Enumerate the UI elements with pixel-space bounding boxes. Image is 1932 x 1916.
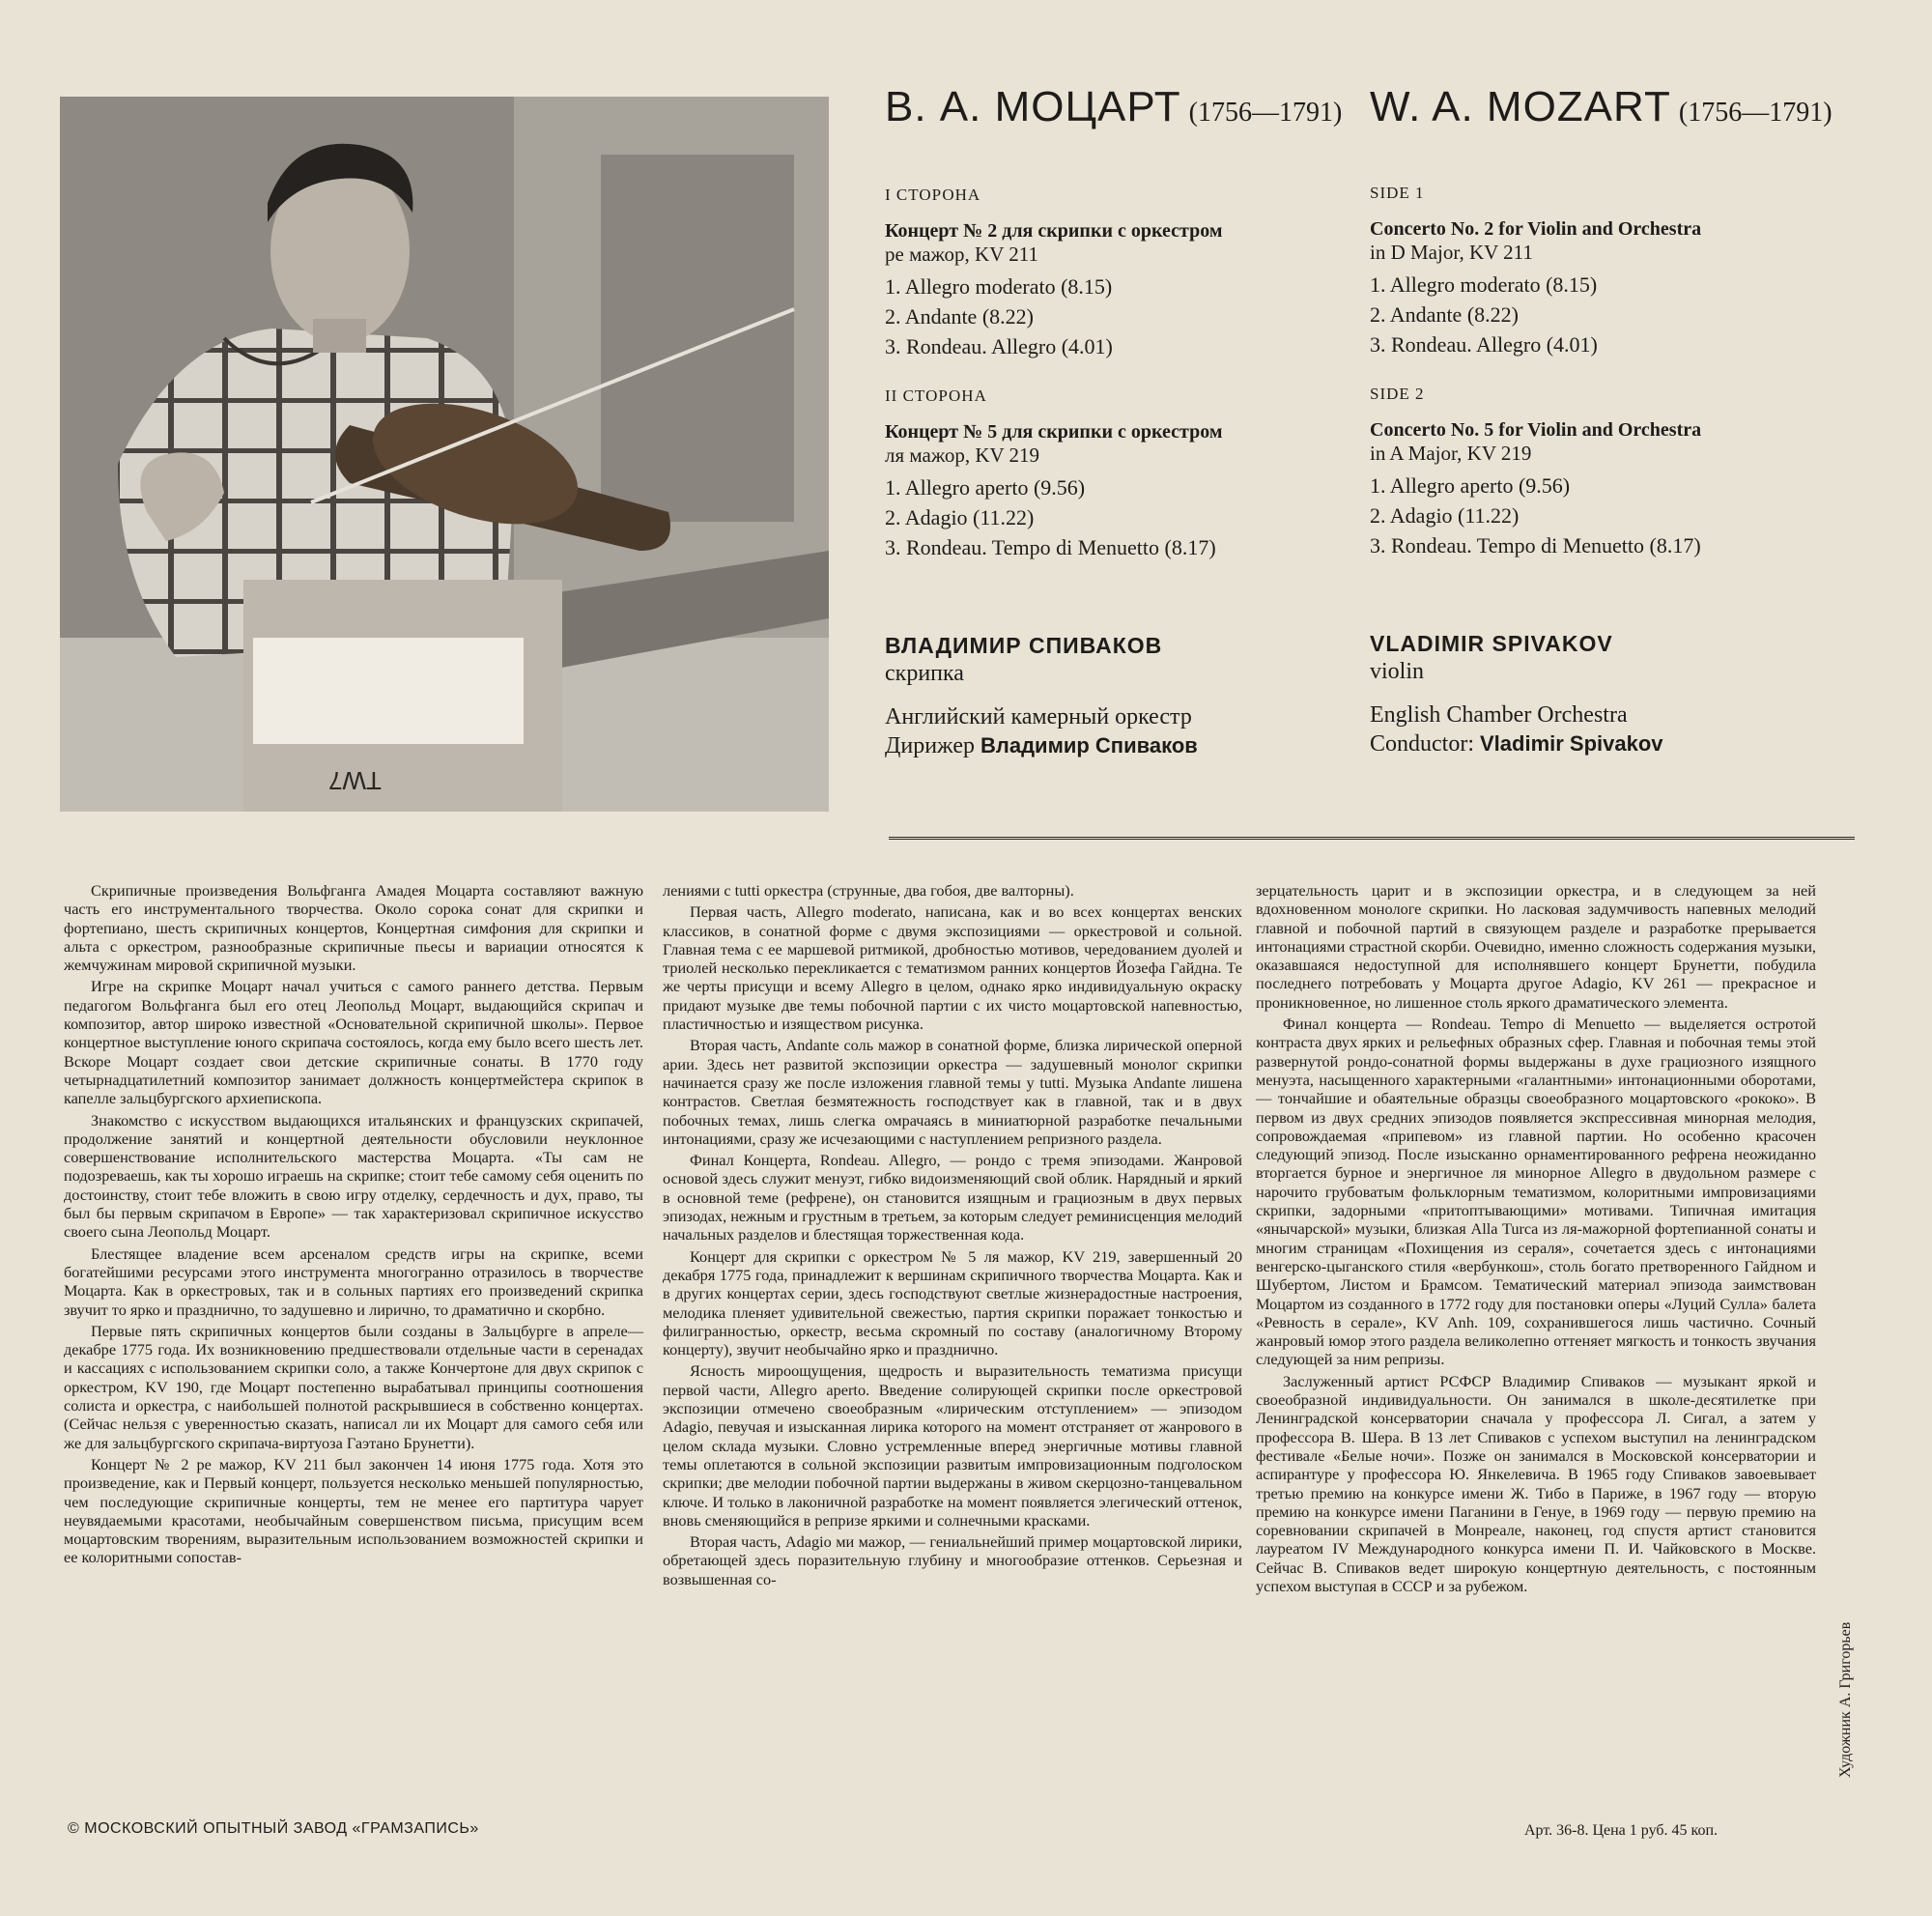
ru-composer-name: В. А. МОЦАРТ: [885, 83, 1181, 130]
ru-work1-key: ре мажор, KV 211: [885, 243, 1038, 266]
en-orchestra: English Chamber Orchestra: [1370, 702, 1628, 728]
ru-orchestra: Английский камерный оркестр: [885, 704, 1192, 729]
notes-paragraph: Финал концерта — Rondeau. Tempo di Menuetto — выделяется остротой контраста двух ярких и рельефных образных сфер. Главная и побочная темы этой развернутой рондо-сонатной формы выдержаны в духе грациозного изящного менуэта, насыщенного характерными «галантными» интонационными оборотами, — тончайшие и обаятельные образцы своеобразного моцартовского «рококо». В первом из двух средних эпизодов появляется экспрессивная минорная мелодия, сопровождаемая «припевом» из главной партии. Но особенно красочен следующий эпизод. После изысканно орнаментированного рефрена неожиданно вторгается бурное и энергичное ля минорное Allegro в двудольном размере с нарочито грубоватым фольклорным тематизмом, колоритными импровизациями скрипки, задорными «притоптывающими» мотивами. Типичная имитация «янычарской» музыки, близкая Alla Turca из ля-мажорной фортепианной сонаты и многим страницам «Похищения из сераля», сочетается здесь с интонациями венгерско-цыганского стиля «вербункош», столь богато претворенного Гайдном и Шубертом, Листом и Брамсом. Тематический материал эпизода заимствован Моцартом из созданного в 1772 году для постановки оперы «Луций Сулла» балета «Ревность в серале», KV Anh. 109, сохранившегося лишь частично. Сочный жанровый юмор этого раздела великолепно оттеняет мягкость и тонкость звучания следующей за ним репризы.: [1256, 1015, 1816, 1369]
en-composer-header: [1370, 83, 1833, 131]
en-composer-years: (1756—1791): [1678, 98, 1833, 128]
en-work2-movement: 1. Allegro aperto (9.56): [1370, 473, 1571, 498]
ru-performer-instrument: скрипка: [885, 661, 964, 686]
ru-composer-header: [885, 83, 1342, 131]
en-work1-movement: 1. Allegro moderato (8.15): [1370, 272, 1598, 297]
en-conductor-label: Conductor:: [1370, 731, 1474, 757]
ru-conductor-label: Дирижер: [885, 733, 975, 758]
en-work1-title: Concerto No. 2 for Violin and Orchestra: [1370, 218, 1702, 240]
violinist-illustration: [60, 97, 829, 812]
en-work2-movement: 2. Adagio (11.22): [1370, 503, 1520, 528]
ru-work1-movement: 1. Allegro moderato (8.15): [885, 274, 1113, 299]
ru-work2-movement: 1. Allegro aperto (9.56): [885, 475, 1086, 500]
artist-credit: Художник А. Григорьев: [1837, 1621, 1854, 1778]
notes-column-2: [663, 881, 1242, 1588]
notes-paragraph: Финал Концерта, Rondeau. Allegro, — рондо с тремя эпизодами. Жанровой основой здесь служит менуэт, гибко видоизменяющий свой облик. Нарядный и яркий в основной теме (рефрене), он становится изящным и грациозным в двух первых эпизодах, нежным и грустным в третьем, за которым следует реминисценция мелодий начальных разделов и блестящая торжественная кода.: [663, 1151, 1242, 1244]
en-composer-name: W. A. MOZART: [1370, 83, 1671, 130]
en-work1-movement: 3. Rondeau. Allegro (4.01): [1370, 332, 1598, 357]
catalog-price: Арт. 36-8. Цена 1 руб. 45 коп.: [1524, 1822, 1719, 1839]
ru-work1-title: Концерт № 2 для скрипки с оркестром: [885, 220, 1223, 242]
notes-paragraph: лениями с tutti оркестра (струнные, два гобоя, две валторны).: [663, 881, 1074, 900]
ru-performer-name: ВЛАДИМИР СПИВАКОВ: [885, 633, 1163, 658]
ru-conductor-name: Владимир Спиваков: [980, 733, 1198, 758]
notes-paragraph: Игре на скрипке Моцарт начал учиться с самого раннего детства. Первым педагогом Вольфганга был его отец Леопольд Моцарт, выдающийся скрипач и композитор, автор широко известной «Основательной скрипичной школы». Первое концертное выступление юного скрипача состоялось, когда ему было всего шесть лет. Вскоре Моцарт создает свои детские скрипичные сонаты. В 1770 году четырнадцатилетний композитор занимает должность концертмейстера скрипок в капелле зальцбургского архиепископа.: [64, 977, 643, 1108]
photo-label: TW7: [328, 766, 382, 795]
ru-work1-movement: 2. Andante (8.22): [885, 304, 1034, 329]
en-conductor-name: Vladimir Spivakov: [1480, 731, 1663, 756]
en-performer-name: VLADIMIR SPIVAKOV: [1370, 631, 1613, 656]
publisher-copyright: © МОСКОВСКИЙ ОПЫТНЫЙ ЗАВОД «ГРАМЗАПИСЬ»: [68, 1820, 479, 1837]
en-work1-key: in D Major, KV 211: [1370, 241, 1533, 264]
ru-composer-years: (1756—1791): [1188, 98, 1343, 128]
notes-column-3: [1256, 881, 1816, 1595]
en-conductor-line: [1370, 729, 1853, 758]
notes-paragraph: Блестящее владение всем арсеналом средств игры на скрипке, всеми богатейшими ресурсами этого инструмента многогранно отразилось в творчестве Моцарта. Как в оркестровых, так и в сольных партиях его произведений скрипка звучит то ярко и празднично, то задушевно и лирично, то драматично и скорбно.: [64, 1244, 643, 1319]
notes-paragraph: Концерт № 2 ре мажор, KV 211 был закончен 14 июня 1775 года. Хотя это произведение, как и Первый концерт, пользуется несколько меньшей популярностью, чем последующие скрипичные концерты, тем не менее его партитура чарует неувядаемыми красотами, необычайным совершенством письма, присущим всем моцартовским творениям, выразительным использованием возможностей скрипки и ее колоритными сопостав-: [64, 1454, 643, 1567]
en-side1-label: SIDE 1: [1370, 184, 1425, 202]
ru-work2-key: ля мажор, KV 219: [885, 443, 1040, 467]
en-tracklist: [1370, 184, 1853, 758]
en-side2-label: SIDE 2: [1370, 385, 1425, 403]
en-performer-instrument: violin: [1370, 659, 1425, 684]
notes-paragraph: зерцательность царит и в экспозиции оркестра, и в следующем за ней вдохновенном монологе скрипки. Но ласковая задумчивость напевных мелодий главной и побочной партий в связующем разделе и разработке прерывается интонациями страстной скорби. Очевидно, именно сложность содержания музыки, оказавшаяся недоступной для исполнявшего концерт Брунетти, побудила последнего потребовать у Моцарта другое Adagio, KV 261 — прекрасное и проникновенное, но лишенное столь яркого драматического элемента.: [1256, 881, 1816, 1012]
ru-work2-movement: 2. Adagio (11.22): [885, 505, 1035, 529]
notes-paragraph: Ясность мироощущения, щедрость и выразительность тематизма присущи первой части, Allegro aperto. Введение солирующей скрипки после оркестровой экспозиции отмечено своеобразным «лирическим отступлением» — эпизодом Adagio, певучая и изысканная лирика которого на момент отстраняет от жанрового в целом склада музыки. Словно устремленные вперед энергичные мотивы главной темы оплетаются в сольной экспозиции развитым импровизационным подголоском скрипки; две мелодии побочной партии выдержаны в живом скерцозно-танцевальном ключе. И только в лаконичной разработке на момент появляется элегический оттенок, вновь сменяющийся в репризе яркими и солнечными красками.: [663, 1361, 1242, 1530]
section-divider: [889, 837, 1855, 843]
notes-paragraph: Знакомство с искусством выдающихся итальянских и французских скрипачей, продолжение занятий и концертной деятельности обусловили неуклонное совершенствование исполнительского мастерства Моцарта. «Ты сам не подозреваешь, как ты хорошо играешь на скрипке; стоит тебе самому себя оценить по достоинству, стоит тебе вложить в свою игру отделку, сердечность и дух, право, ты был бы первым скрипачом в Европе» — так характеризовал скрипичное искусство своего сына Леопольд Моцарт.: [64, 1110, 643, 1242]
ru-work1-movement: 3. Rondeau. Allegro (4.01): [885, 334, 1113, 358]
notes-paragraph: Скрипичные произведения Вольфганга Амадея Моцарта составляют важную часть его инструментального творчества. Около сорока сонат для скрипки и фортепиано, шесть скрипичных концертов, Концертная симфония для скрипки и альта с оркестром, разнообразные скрипичные пьесы и вариации относятся к жемчужинам мировой скрипичной музыки.: [64, 881, 643, 975]
notes-paragraph: Вторая часть, Adagio ми мажор, — гениальнейший пример моцартовской лирики, обретающей здесь поразительную глубину и многообразие оттенков. Серьезная и возвышенная со-: [663, 1532, 1242, 1588]
notes-paragraph: Первая часть, Allegro moderato, написана, как и во всех концертах венских классиков, в сонатной форме с двумя экспозициями — оркестровой и сольной. Главная тема с ее маршевой ритмикой, дробностью мотивов, чередованием дуолей и триолей несколько перекликается с тематизмом ранних концертов Йозефа Гайдна. Те же черты присущи и всему Allegro в целом, однако ярко индивидуальную окраску придают музыке две темы побочной партии с их чисто моцартовской напевностью, пластичностью и изяществом рисунка.: [663, 902, 1242, 1034]
ru-work2-title: Концерт № 5 для скрипки с оркестром: [885, 421, 1223, 443]
ru-tracklist: [885, 186, 1349, 760]
ru-side1-label: I СТОРОНА: [885, 186, 981, 204]
en-work2-title: Concerto No. 5 for Violin and Orchestra: [1370, 419, 1702, 441]
notes-paragraph: Первые пять скрипичных концертов были созданы в Зальцбурге в апреле—декабре 1775 года. Их возникновению предшествовали отдельные части в серенадах и кассациях с использованием скрипки соло, а также Кончертоне для двух скрипок с оркестром, KV 190, где Моцарт постепенно вырабатывал принципы соотношения солиста и оркестра, с наибольшей полнотой раскрывшиеся в собственно концертах. (Сейчас нельзя с уверенностью сказать, написал ли их Моцарт для самого себя или же для зальцбургского скрипача-виртуоза Гаэтано Брунетти).: [64, 1321, 643, 1452]
ru-conductor-line: [885, 731, 1349, 760]
en-work2-movement: 3. Rondeau. Tempo di Menuetto (8.17): [1370, 533, 1701, 558]
notes-paragraph: Вторая часть, Andante соль мажор в сонатной форме, близка лирической оперной арии. Здесь нет развитой экспозиции оркестра — задушевный монолог скрипки начинается сразу же после изложения главной темы у tutti. Музыка Andante лишена контрастов. Светлая безмятежность господствует как в главной, так и в двух побочных темах, лишь слегка омрачаясь в миниатюрной разработке печальными интонациями, сразу же исчезающими с наступлением репризного раздела.: [663, 1036, 1242, 1148]
en-work1-movement: 2. Andante (8.22): [1370, 302, 1519, 327]
ru-work2-movement: 3. Rondeau. Tempo di Menuetto (8.17): [885, 535, 1216, 559]
notes-column-1: [64, 881, 643, 1567]
notes-paragraph: Заслуженный артист РСФСР Владимир Спиваков — музыкант яркой и своеобразной индивидуальности. Он занимался в школе-десятилетке при Ленинградской консерватории сначала у профессора Л. Сигал, а затем у профессора В. Шера. В 13 лет Спиваков с успехом выступил на ленинградском фестивале «Белые ночи». Позже он занимался в Московской консерватории и аспирантуре у профессора Ю. Янкелевича. В 1965 году Спиваков завоевывает третью премию на конкурсе имени Ж. Тибо в Париже, в 1967 году — вторую премию на конкурсе имени Паганини в Генуе, в 1969 году — первую премию на соревновании скрипачей в Монреале, наконец, год спустя артист становится лауреатом IV Международного конкурса имени П. И. Чайковского в Москве. Сейчас В. Спиваков ведет широкую концертную деятельность, с постоянным успехом выступая в СССР и за рубежом.: [1256, 1371, 1816, 1595]
violinist-photo: [60, 97, 829, 812]
ru-side2-label: II СТОРОНА: [885, 386, 987, 405]
en-work2-key: in A Major, KV 219: [1370, 442, 1532, 465]
notes-paragraph: Концерт для скрипки с оркестром № 5 ля мажор, KV 219, завершенный 20 декабря 1775 года, принадлежит к вершинам скрипичного творчества Моцарта. Как и в других концертах серии, здесь господствуют светлые жизнерадостные настроения, мелодика пленяет удивительной свежестью, партия скрипки поражает тонкостью и филигранностью, оркестр, весьма скромный по составу (аналогичному Второму концерту), звучит необычайно ярко и празднично.: [663, 1246, 1242, 1359]
